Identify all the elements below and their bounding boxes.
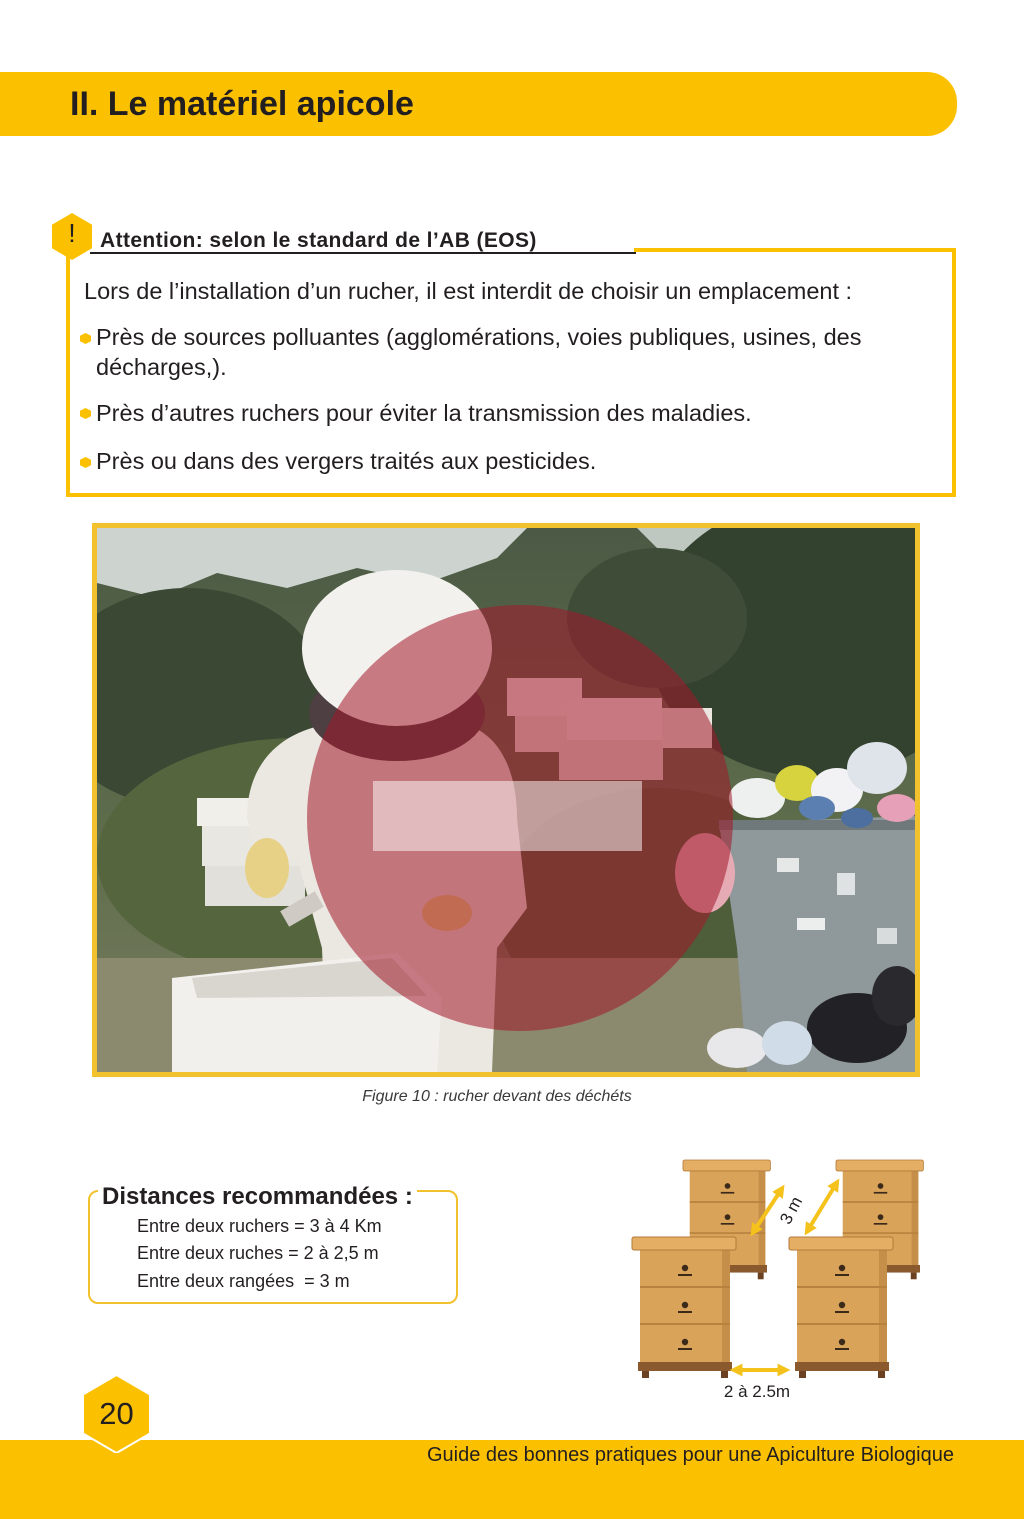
figure-photo [97, 528, 915, 1072]
hive-knob [725, 1183, 731, 1189]
row-distance-arrow [808, 1184, 836, 1230]
attention-item: Près d’autres ruchers pour éviter la transmission des maladies. [96, 400, 752, 426]
hive-leg [878, 1371, 885, 1378]
page-number: 20 [99, 1396, 134, 1431]
container-sticker [837, 873, 855, 895]
container-sticker [777, 858, 799, 872]
hive-spacing-diagram [620, 1150, 930, 1410]
hive-leg [642, 1371, 649, 1378]
hive-knob [839, 1302, 845, 1308]
footer-text: Guide des bonnes pratiques pour une Apiculture Biologique [426, 1444, 954, 1466]
attention-title: Attention: selon le standard de l’AB (EOS) [100, 229, 537, 252]
hive-leg [911, 1273, 917, 1280]
row-distance-label: 3 m [776, 1193, 807, 1228]
hive-body-shade [879, 1250, 887, 1362]
container-sticker [877, 928, 897, 944]
hive-knob [878, 1183, 884, 1189]
hive-leg [799, 1371, 806, 1378]
distance-line: Entre deux ruches = 2 à 2,5 m [137, 1243, 379, 1263]
hive-lid [683, 1160, 770, 1171]
hive-knob [878, 1214, 884, 1220]
hive-body-shade [722, 1250, 730, 1362]
section-title: II. Le matériel apicole [70, 85, 414, 123]
trash-bag [841, 808, 873, 828]
hive-knob [682, 1265, 688, 1271]
hive-lid [836, 1160, 923, 1171]
attention-item: Près ou dans des vergers traités aux pesticides. [96, 448, 597, 474]
container-sticker [797, 918, 825, 930]
no-entry-bar [373, 781, 642, 851]
hive-knob [725, 1214, 731, 1220]
hive-lid [789, 1237, 893, 1250]
distances-title: Distances recommandées : [98, 1182, 417, 1212]
warning-exclamation-mark: ! [68, 218, 76, 248]
hive-distance-label: 2 à 2.5m [723, 1382, 791, 1401]
hive-front-left [632, 1237, 736, 1378]
trash-bag [847, 742, 907, 794]
hive-leg [758, 1273, 764, 1280]
hive-knob [839, 1265, 845, 1271]
hive-lid [632, 1237, 736, 1250]
figure-photo-frame [92, 523, 920, 1077]
hive-base [638, 1362, 732, 1371]
hive-front-right [789, 1237, 893, 1378]
figure-caption: Figure 10 : rucher devant des déchéts [362, 1088, 632, 1105]
distance-line: Entre deux rangées = 3 m [137, 1271, 350, 1291]
beekeeper-glove [245, 838, 289, 898]
trash-bag [799, 796, 835, 820]
attention-box-top-border [634, 248, 956, 252]
container-rim [719, 820, 915, 830]
hive-knob [682, 1339, 688, 1345]
hive-knob [682, 1302, 688, 1308]
attention-item: Près de sources polluantes (agglomérations, voies publiques, usines, des décharges,). [96, 324, 862, 380]
hive-leg [721, 1371, 728, 1378]
hive-knob [839, 1339, 845, 1345]
white-bag [762, 1021, 812, 1065]
white-bag [707, 1028, 767, 1068]
distance-line: Entre deux ruchers = 3 à 4 Km [137, 1216, 382, 1236]
hive-base [795, 1362, 889, 1371]
hive-body-shade [912, 1171, 919, 1265]
attention-intro: Lors de l’installation d’un rucher, il est interdit de choisir un emplacement : [84, 278, 853, 304]
